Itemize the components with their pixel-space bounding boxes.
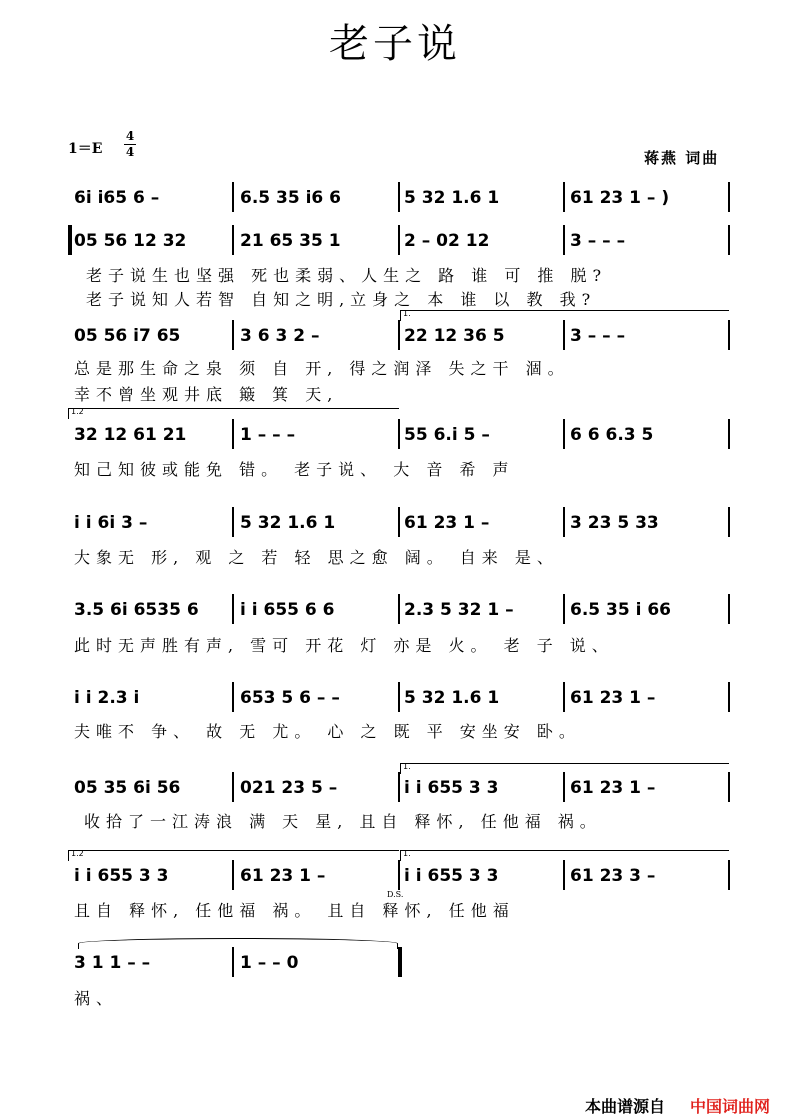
bar-line (728, 860, 730, 890)
score-measure: 61 23 1 – (404, 513, 490, 533)
score-measure: 3.5 6i 6535 6 (74, 600, 199, 620)
score-measure: 21 65 35 1 (240, 231, 341, 251)
lyric-line: 祸、 (74, 989, 119, 1008)
bar-line (728, 320, 730, 350)
score-measure: 61 23 1 – ) (570, 188, 670, 208)
score-measure: 3 23 5 33 (570, 513, 659, 533)
lyric-line: 且自 释怀, 任他福 祸。 且自 释怀, 任他福 (74, 901, 515, 920)
tie (78, 938, 398, 949)
bar-line (563, 860, 565, 890)
time-signature-bottom: 4 (125, 145, 135, 159)
score-measure: 05 56 12 32 (74, 231, 187, 251)
score-measure: 2 – 02 12 (404, 231, 490, 251)
bar-line (398, 225, 400, 255)
score-measure: 3 6 3 2 – (240, 326, 320, 346)
time-signature (124, 130, 136, 159)
bar-line (398, 772, 400, 802)
score-measure: 653 5 6 – – (240, 688, 340, 708)
score-measure: i i 655 3 3 (404, 778, 499, 798)
first-ending-bracket (400, 763, 729, 774)
bar-line (728, 772, 730, 802)
author-credit: 蒋燕 词曲 (644, 149, 720, 167)
lyric-line: 老子说生也坚强 死也柔弱、人生之 路 谁 可 推 脱? (86, 266, 608, 285)
bar-line (563, 507, 565, 537)
score-measure: 021 23 5 – (240, 778, 338, 798)
bar-line (398, 507, 400, 537)
score-measure: 3 1 1 – – (74, 953, 151, 973)
volta-number: 1. (403, 309, 411, 318)
time-signature-top: 4 (125, 129, 135, 143)
footer-source-label: 本曲谱源自 (585, 1097, 666, 1116)
score-measure: i i 2.3 i (74, 688, 140, 708)
bar-line (728, 182, 730, 212)
score-measure: 1 – – 0 (240, 953, 299, 973)
volta-number: 1. (403, 762, 411, 771)
score-measure: 5 32 1.6 1 (240, 513, 336, 533)
bar-line (563, 419, 565, 449)
bar-line (563, 225, 565, 255)
bar-line (232, 682, 234, 712)
score-measure: i i 655 3 3 (404, 866, 499, 886)
bar-line (232, 860, 234, 890)
bar-line (232, 507, 234, 537)
bar-line (728, 225, 730, 255)
key-signature: 1＝E (68, 141, 103, 157)
score-measure: 61 23 1 – (570, 688, 656, 708)
score-measure: i i 6i 3 – (74, 513, 148, 533)
first-ending-bracket (400, 850, 729, 861)
lyric-line: 夫唯不 争、 故 无 尤。 心 之 既 平 安坐安 卧。 (74, 722, 581, 741)
bar-line (563, 682, 565, 712)
lyric-line: 老子说知人若智 自知之明,立身之 本 谁 以 教 我? (86, 290, 597, 309)
bar-line (398, 419, 400, 449)
bar-line (563, 594, 565, 624)
bar-line (232, 419, 234, 449)
bar-line (232, 225, 234, 255)
bar-line (398, 682, 400, 712)
score-measure: 6.5 35 i6 6 (240, 188, 342, 208)
lyric-line: 幸不曾坐观井底 簸 箕 天, (74, 385, 339, 404)
volta-number: 1.2 (71, 849, 84, 858)
score-measure: 32 12 61 21 (74, 425, 187, 445)
score-measure: 6.5 35 i 66 (570, 600, 672, 620)
score-measure: 5 32 1.6 1 (404, 688, 500, 708)
bar-line (728, 594, 730, 624)
bar-line (728, 507, 730, 537)
score-measure: 5 32 1.6 1 (404, 188, 500, 208)
second-ending-bracket (68, 408, 399, 419)
bar-line (398, 594, 400, 624)
volta-number: 1. (403, 849, 411, 858)
bar-line (398, 320, 400, 350)
score-measure: 61 23 1 – (240, 866, 326, 886)
bar-line (563, 182, 565, 212)
score-measure: 3 – – – (570, 326, 626, 346)
score-measure: 22 12 36 5 (404, 326, 505, 346)
first-ending-bracket (400, 310, 729, 321)
final-bar (398, 947, 402, 977)
bar-line (232, 947, 234, 977)
bar-line (232, 594, 234, 624)
second-ending-bracket (68, 850, 399, 861)
lyric-line: 大象无 形, 观 之 若 轻 思之愈 阔。 自来 是、 (74, 548, 559, 567)
lyric-line: 知己知彼或能免 错。 老子说、 大 音 希 声 (74, 460, 515, 479)
repeat-start (68, 225, 72, 255)
footer-site-name: 中国词曲网 (690, 1097, 771, 1116)
score-measure: 6i i65 6 – (74, 188, 160, 208)
score-measure: 55 6.i 5 – (404, 425, 490, 445)
lyric-line: 此时无声胜有声, 雪可 开花 灯 亦是 火。 老 子 说、 (74, 636, 614, 655)
score-measure: 05 35 6i 56 (74, 778, 181, 798)
bar-line (563, 772, 565, 802)
lyric-line: 收拾了一江涛浪 满 天 星, 且自 释怀, 任他福 祸。 (84, 812, 602, 831)
lyric-line: 总是那生命之泉 须 自 开, 得之润泽 失之干 涸。 (74, 359, 570, 378)
score-measure: 3 – – – (570, 231, 626, 251)
score-measure: i i 655 6 6 (240, 600, 335, 620)
bar-line (728, 682, 730, 712)
bar-line (232, 320, 234, 350)
volta-number: 1.2 (71, 407, 84, 416)
score-measure: 61 23 3 – (570, 866, 656, 886)
bar-line (232, 182, 234, 212)
bar-line (398, 860, 400, 890)
score-measure: 2.3 5 32 1 – (404, 600, 514, 620)
bar-line (232, 772, 234, 802)
score-measure: 6 6 6.3 5 (570, 425, 654, 445)
score-measure: 05 56 i7 65 (74, 326, 181, 346)
bar-line (728, 419, 730, 449)
bar-line (398, 182, 400, 212)
song-title: 老子说 (329, 21, 461, 67)
ds-mark: D.S. (387, 890, 404, 899)
score-measure: 1 – – – (240, 425, 296, 445)
score-measure: 61 23 1 – (570, 778, 656, 798)
bar-line (563, 320, 565, 350)
score-measure: i i 655 3 3 (74, 866, 169, 886)
